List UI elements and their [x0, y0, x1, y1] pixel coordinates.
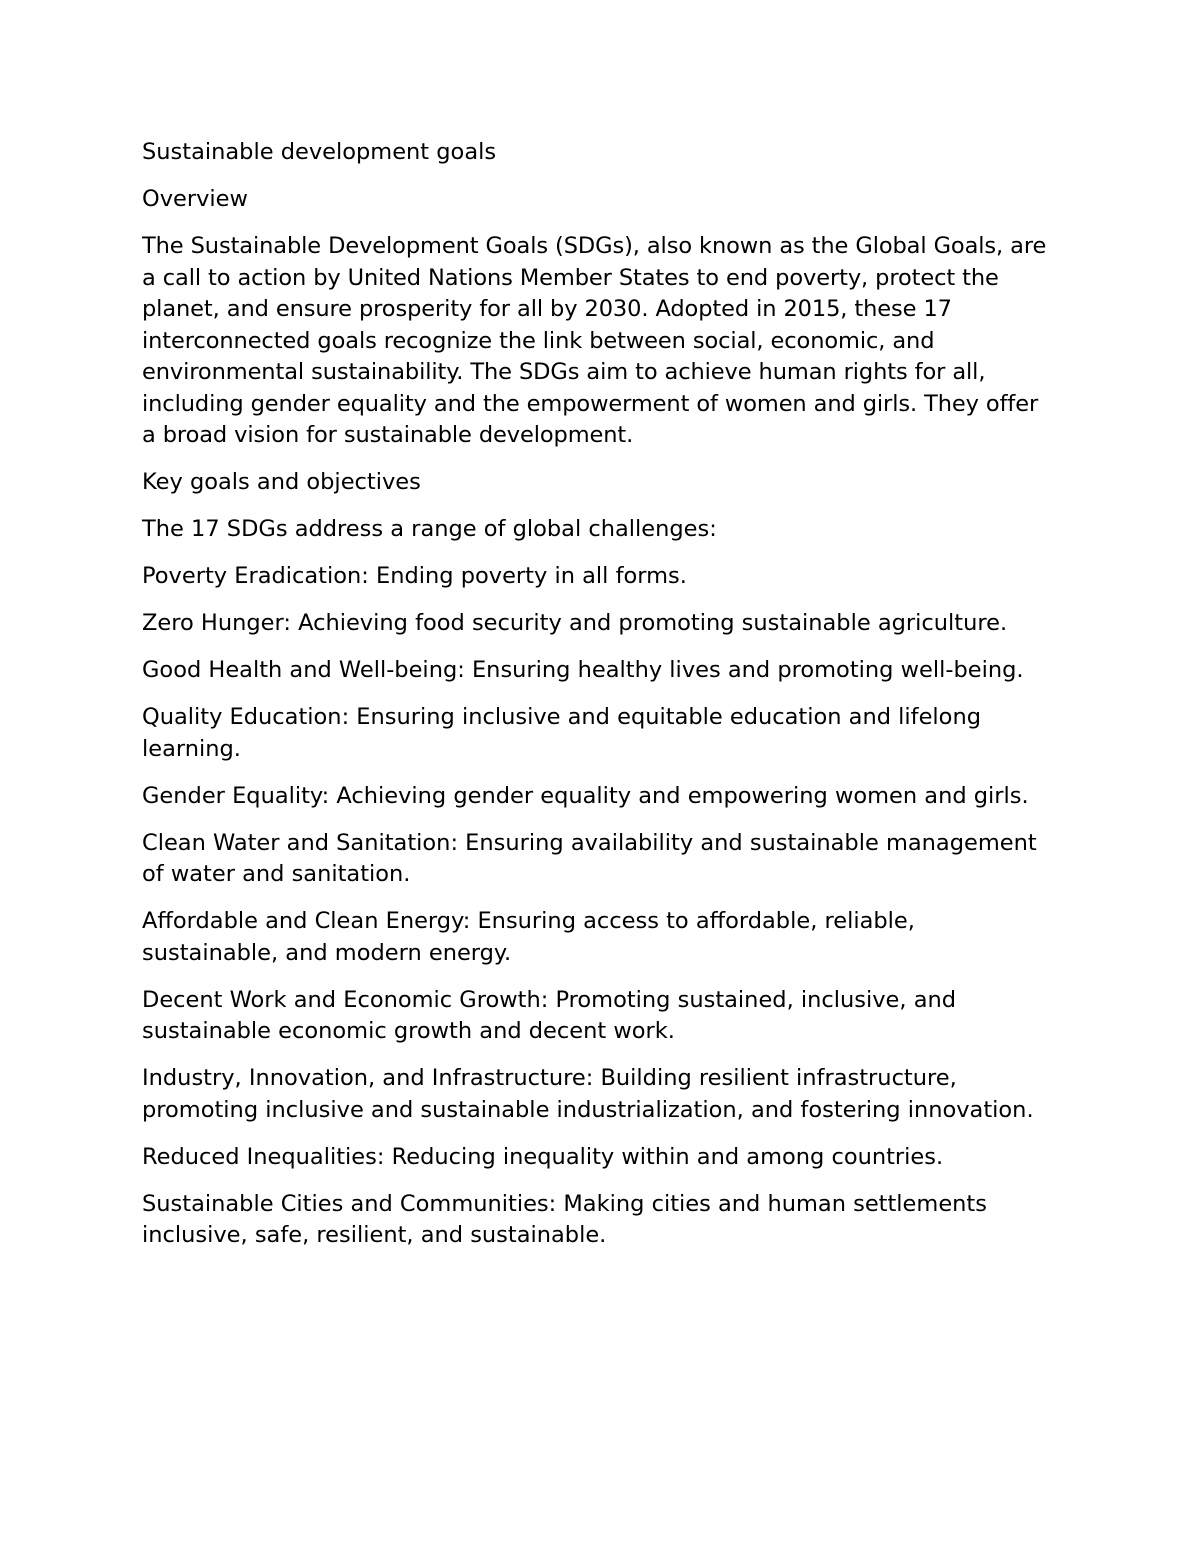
goal-item: Gender Equality: Achieving gender equality and empowering women and girls. [142, 782, 1029, 809]
goal-item: Decent Work and Economic Growth: Promoting sustained, inclusive, and sustainable economic growth and decent work. [142, 986, 957, 1044]
goal-item: Quality Education: Ensuring inclusive and equitable education and lifelong learning. [142, 704, 981, 762]
goal-item: Poverty Eradication: Ending poverty in all forms. [142, 563, 687, 589]
goal-item: Zero Hunger: Achieving food security and promoting sustainable agriculture. [142, 610, 1008, 636]
document-title: Sustainable development goals [142, 139, 497, 165]
goal-item: Industry, Innovation, and Infrastructure: Building resilient infrastructure, promoting inclusive and sustainable industrialization, and fostering innovation. [142, 1065, 1034, 1123]
document-body [142, 137, 1057, 1267]
goal-item: Good Health and Well-being: Ensuring healthy lives and promoting well-being. [142, 657, 1024, 683]
goal-item: Sustainable Cities and Communities: Making cities and human settlements inclusive, safe, resilient, and sustainable. [142, 1190, 987, 1248]
goal-item: Clean Water and Sanitation: Ensuring availability and sustainable management of water and sanitation. [142, 829, 1037, 887]
goal-item: Reduced Inequalities: Reducing inequality within and among countries. [142, 1143, 944, 1170]
overview-heading: Overview [142, 186, 248, 212]
goal-item: Affordable and Clean Energy: Ensuring access to affordable, reliable, sustainable, and modern energy. [142, 908, 915, 966]
key-goals-intro: The 17 SDGs address a range of global challenges: [142, 516, 717, 542]
overview-paragraph: The Sustainable Development Goals (SDGs), also known as the Global Goals, are a call to action by United Nations Member States to end poverty, protect the planet, and ensure prosperity for all by 2030. Adopted in 2015, these 17 interconnected goals recognize the link between social, economic, and environmental sustainability. The SDGs aim to achieve human rights for all, including gender equality and the empowerment of women and girls. They offer a broad vision for sustainable development. [142, 233, 1047, 448]
key-goals-heading: Key goals and objectives [142, 469, 421, 495]
